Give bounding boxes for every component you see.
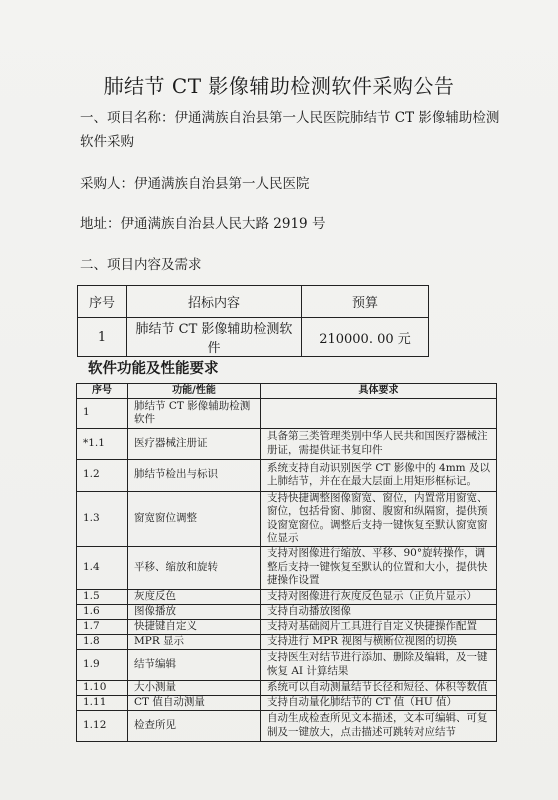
spec-cell-requirement: 系统支持自动识别医学 CT 影像中的 4mm 及以上肺结节，并在在最大层面上用矩形框标记。 [261, 459, 497, 491]
budget-header-content: 招标内容 [127, 286, 302, 318]
spec-cell-index: 1.6 [77, 604, 128, 619]
spec-cell-index: 1 [77, 398, 128, 428]
spec-cell-function: 灰度反色 [128, 589, 261, 604]
spec-cell-function: 检查所见 [128, 710, 261, 741]
budget-cell-amount: 210000. 00 元 [302, 318, 429, 357]
spec-cell-function: 医疗器械注册证 [128, 428, 261, 459]
table-row [77, 428, 497, 459]
spec-cell-function: CT 值自动测量 [128, 695, 261, 710]
purchaser: 采购人：伊通满族自治县第一人民医院 [80, 176, 310, 192]
spec-header-function: 功能/性能 [128, 384, 261, 399]
spec-cell-requirement: 支持进行 MPR 视图与横断位视图的切换 [261, 634, 497, 649]
table-row [77, 649, 497, 680]
spec-cell-function: 窗宽窗位调整 [128, 491, 261, 546]
budget-header-budget: 预算 [302, 286, 429, 318]
spec-cell-requirement: 支持医生对结节进行添加、删除及编辑，及一键恢复 AI 计算结果 [261, 649, 497, 680]
table-row [77, 710, 497, 741]
budget-header-row [78, 286, 429, 318]
spec-cell-function: MPR 显示 [128, 634, 261, 649]
table-row [77, 491, 497, 546]
budget-header-index: 序号 [78, 286, 127, 318]
budget-row [78, 318, 429, 357]
table-row [77, 680, 497, 695]
spec-cell-function: 肺结节 CT 影像辅助检测软件 [128, 398, 261, 428]
budget-cell-index: 1 [78, 318, 127, 357]
spec-cell-index: 1.2 [77, 459, 128, 491]
spec-cell-function: 快捷键自定义 [128, 619, 261, 634]
spec-cell-requirement: 具备第三类管理类别中华人民共和国医疗器械注册证，需提供证书复印件 [261, 428, 497, 459]
project-name: 一、项目名称：伊通满族自治县第一人民医院肺结节 CT 影像辅助检测软件采购 [80, 110, 500, 150]
table-row [77, 589, 497, 604]
spec-cell-function: 图像播放 [128, 604, 261, 619]
spec-cell-index: 1.7 [77, 619, 128, 634]
address: 地址：伊通满族自治县人民大路 2919 号 [80, 216, 326, 232]
spec-cell-requirement: 支持自动播放图像 [261, 604, 497, 619]
spec-cell-requirement: 支持快捷调整图像窗宽、窗位，内置常用窗宽、窗位，包括骨窗、肺窗、腹窗和纵隔窗，提供预设窗宽窗位。调整后支持一键恢复至默认窗宽窗位显示 [261, 491, 497, 546]
spec-heading: 软件功能及性能要求 [88, 361, 219, 377]
spec-cell-requirement: 支持对图像进行灰度反色显示（正负片显示） [261, 589, 497, 604]
section-heading-content: 二、项目内容及需求 [80, 257, 202, 273]
spec-cell-requirement: 支持对图像进行缩放、平移、90°旋转操作，调整后支持一键恢复至默认的位置和大小，提供快捷操作设置 [261, 546, 497, 589]
spec-cell-index: *1.1 [77, 428, 128, 459]
spec-cell-index: 1.11 [77, 695, 128, 710]
spec-cell-index: 1.10 [77, 680, 128, 695]
spec-header-row [77, 384, 497, 399]
spec-cell-requirement: 支持自动量化肺结节的 CT 值（HU 值） [261, 695, 497, 710]
budget-table [77, 285, 429, 357]
spec-cell-index: 1.5 [77, 589, 128, 604]
spec-cell-index: 1.9 [77, 649, 128, 680]
spec-cell-index: 1.8 [77, 634, 128, 649]
budget-cell-content: 肺结节 CT 影像辅助检测软件 [127, 318, 302, 357]
table-row [77, 459, 497, 491]
spec-cell-index: 1.12 [77, 710, 128, 741]
spec-cell-function: 大小测量 [128, 680, 261, 695]
spec-table [76, 383, 497, 742]
document-title: 肺结节 CT 影像辅助检测软件采购公告 [103, 74, 455, 98]
spec-header-index: 序号 [77, 384, 128, 399]
table-row [77, 695, 497, 710]
spec-cell-function: 平移、缩放和旋转 [128, 546, 261, 589]
spec-cell-requirement: 自动生成检查所见文本描述，文本可编辑、可复制及一键放大，点击描述可跳转对应结节 [261, 710, 497, 741]
table-row [77, 546, 497, 589]
spec-cell-requirement: 支持对基础阅片工具进行自定义快捷操作配置 [261, 619, 497, 634]
spec-cell-index: 1.4 [77, 546, 128, 589]
spec-cell-index: 1.3 [77, 491, 128, 546]
spec-header-requirement: 具体要求 [261, 384, 497, 399]
table-row [77, 604, 497, 619]
spec-cell-requirement: 系统可以自动测量结节长径和短径、体积等数值 [261, 680, 497, 695]
table-row [77, 634, 497, 649]
table-row [77, 619, 497, 634]
spec-cell-function: 结节编辑 [128, 649, 261, 680]
table-row [77, 398, 497, 428]
spec-cell-function: 肺结节检出与标识 [128, 459, 261, 491]
spec-cell-requirement [261, 398, 497, 428]
